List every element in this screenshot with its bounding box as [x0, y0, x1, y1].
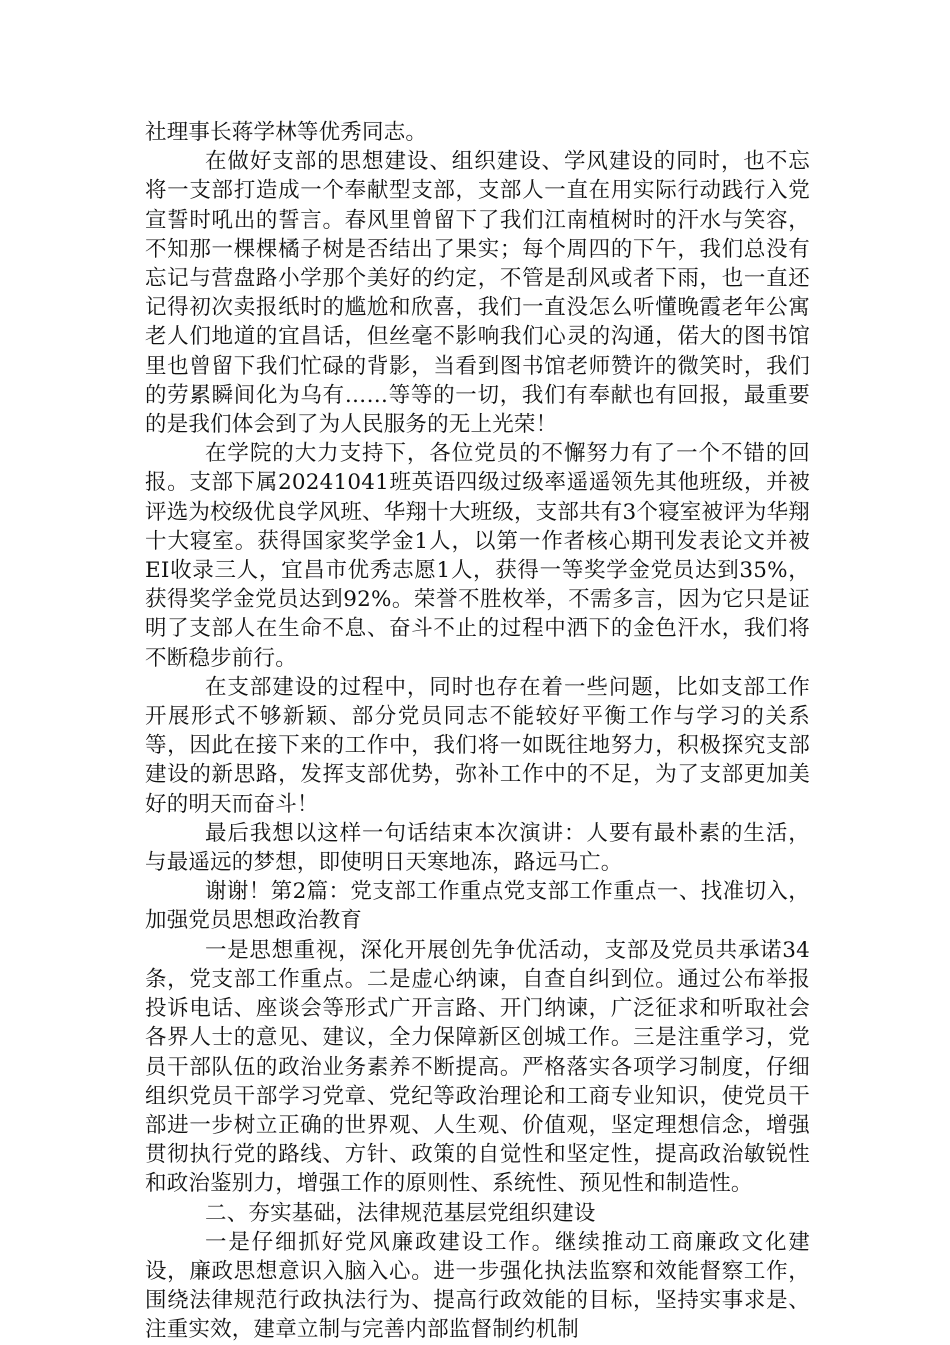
paragraph-1: 社理事长蒋学林等优秀同志。 — [145, 120, 428, 145]
paragraph-2: 在做好支部的思想建设、组织建设、学风建设的同时，也不忘将一支部打造成一个奉献型支部，支部人一直在用实际行动践行入党宣誓时吼出的誓言。春风里曾留下了我们江南植树时的汗水与笑容，不知那一棵棵橘子树是否结出了果实；每个周四的下午，我们总没有忘记与营盘路小学那个美好的约定，不管是刮风或者下雨，也一直还记得初次卖报纸时的尴尬和欣喜，我们一直没怎么听懂晚霞老年公寓老人们地道的宜昌话，但丝毫不影响我们心灵的沟通，偌大的图书馆里也曾留下我们忙碌的背影，当看到图书馆老师赞许的微笑时，我们的劳累瞬间化为乌有……等等的一切，我们有奉献也有回报，最重要的是我们体会到了为人民服务的无上光荣！ — [145, 149, 810, 438]
paragraph-7: 一是思想重视，深化开展创先争优活动，支部及党员共承诺34条，党支部工作重点。二是虚心纳谏，自查自纠到位。通过公布举报投诉电话、座谈会等形式广开言路、开门纳谏，广泛征求和听取社会各界人士的意见、建议，全力保障新区创城工作。三是注重学习，党员干部队伍的政治业务素养不断提高。严格落实各项学习制度，仔细组织党员干部学习党章、党纪等政治理论和工商专业知识，使党员干部进一步树立正确的世界观、人生观、价值观，坚定理想信念，增强贯彻执行党的路线、方针、政策的自觉性和坚定性，提高政治敏锐性和政治鉴别力，增强工作的原则性、系统性、预见性和制造性。 — [145, 937, 810, 1197]
paragraph-4: 在支部建设的过程中，同时也存在着一些问题，比如支部工作开展形式不够新颖、部分党员同志不能较好平衡工作与学习的关系等，因此在接下来的工作中，我们将一如既往地努力，积极探究支部建设的新思路，发挥支部优势，弥补工作中的不足，为了支部更加美好的明天而奋斗！ — [145, 674, 810, 817]
paragraph-3: 在学院的大力支持下，各位党员的不懈努力有了一个不错的回报。支部下属20241041班英语四级过级率遥遥领先其他班级，并被评选为校级优良学风班、华翔十大班级，支部共有3个寝室被评为华翔十大寝室。获得国家奖学金1人，以第一作者核心期刊发表论文并被EI收录三人，宜昌市优秀志愿1人，获得一等奖学金党员达到35%，获得奖学金党员达到92%。荣誉不胜枚举，不需多言，因为它只是证明了支部人在生命不息、奋斗不止的过程中洒下的金色汗水，我们将不断稳步前行。 — [145, 441, 810, 671]
paragraph-6: 谢谢！第2篇：党支部工作重点党支部工作重点一、找准切入，加强党员思想政治教育 — [145, 879, 810, 934]
paragraph-5: 最后我想以这样一句话结束本次演讲：人要有最朴素的生活，与最遥远的梦想，即使明日天寒地冻，路远马亡。 — [145, 820, 810, 876]
section-heading: 二、夯实基础，法律规范基层党组织建设 — [205, 1200, 596, 1226]
paragraph-8: 一是仔细抓好党风廉政建设工作。继续推动工商廉政文化建设，廉政思想意识入脑入心。进一步强化执法监察和效能督察工作，围绕法律规范行政执法行为、提高行政效能的目标，坚持实事求是、注重实效，建章立制与完善内部监督制约机制 — [145, 1229, 810, 1343]
document-body — [145, 118, 810, 1345]
